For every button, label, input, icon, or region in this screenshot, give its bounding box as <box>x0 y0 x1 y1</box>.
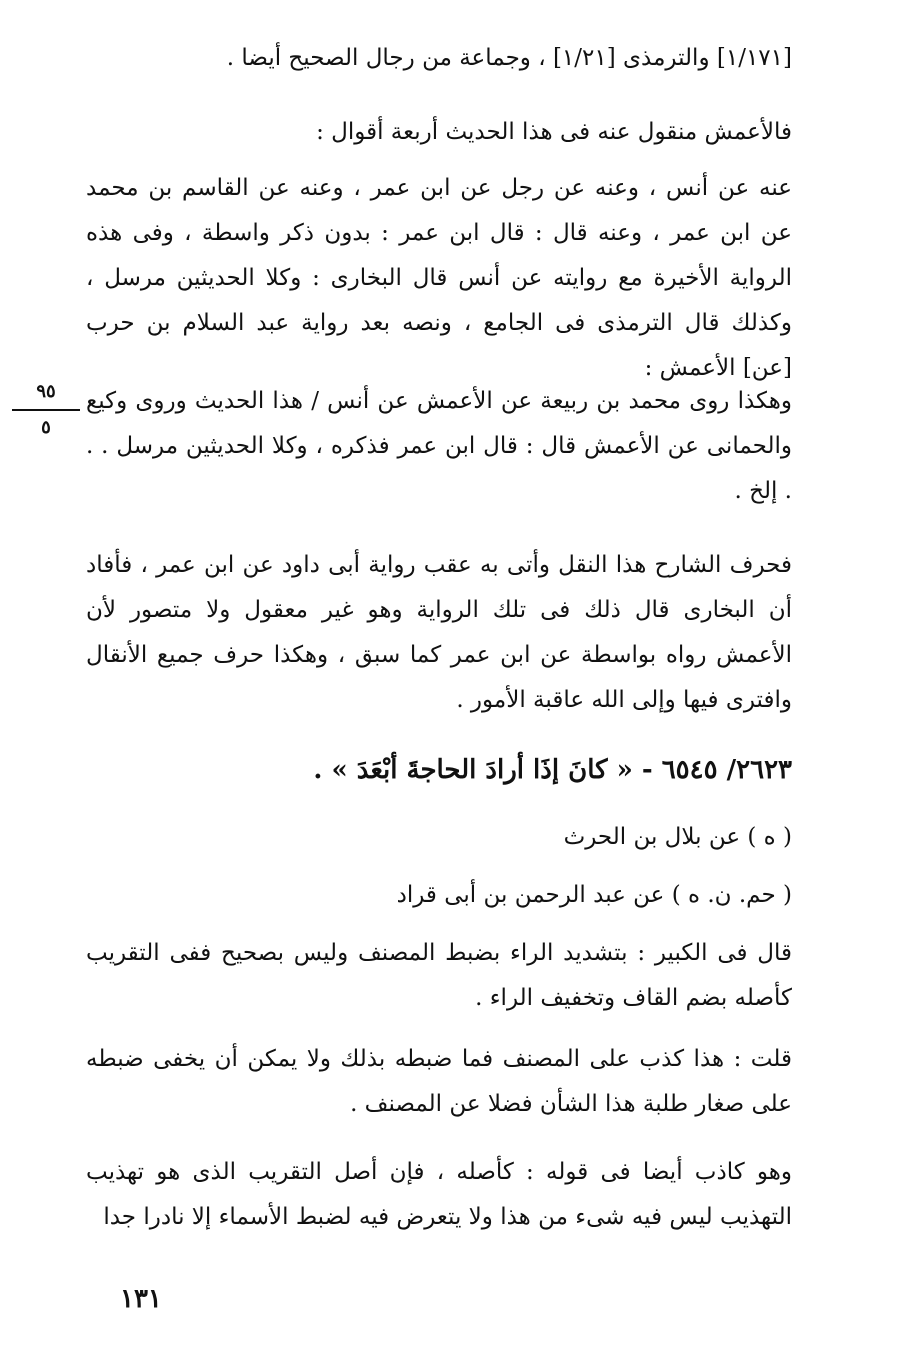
paragraph-tirmidhi-quote: وهكذا روى محمد بن ربيعة عن الأعمش عن أنس / هذا الحديث وروى وكيع والحمانى عن الأعمش قال : قال ابن عمر فذكره ، وكلا الحديثين مرسل . . . إلخ . <box>86 388 792 504</box>
source-line-bilal: ( ه ) عن بلال بن الحرث <box>563 824 792 850</box>
page-number: ١٣١ <box>120 1284 162 1314</box>
paragraph-commentator-critique: فحرف الشارح هذا النقل وأتى به عقب رواية أبى داود عن ابن عمر ، فأفاد أن البخارى قال ذلك فى تلك الرواية وهو غير معقول ولا متصور لأن الأعمش رواه بواسطة عن ابن عمر كما سبق ، وهكذا حرف جميع الأنقال وافترى فيها وإلى الله عاقبة الأمور . <box>86 552 792 713</box>
margin-reference-rule <box>12 409 80 411</box>
paragraph-final: وهو كاذب أيضا فى قوله : كأصله ، فإن أصل التقريب الذى هو تهذيب التهذيب ليس فيه شىء من هذا ولا يتعرض فيه لضبط الأسماء إلا نادرا جدا <box>86 1159 792 1230</box>
paragraph-four-sayings: فالأعمش منقول عنه فى هذا الحديث أربعة أقوال : <box>316 119 792 145</box>
source-line-abdurrahman: ( حم. ن. ه ) عن عبد الرحمن بن أبى قراد <box>396 882 792 908</box>
paragraph-citation: [١/١٧١] والترمذى [١/٢١] ، وجماعة من رجال الصحيح أيضا . <box>226 45 792 71</box>
hadith-heading: ٢٦٢٣/ ٦٥٤٥ - « كانَ إذَا أرادَ الحاجةَ أبْعَدَ » . <box>313 755 792 785</box>
margin-reference-bottom: ٥ <box>41 417 51 438</box>
margin-reference <box>8 381 84 439</box>
paragraph-qultu: قلت : هذا كذب على المصنف فما ضبطه بذلك ولا يمكن أن يخفى ضبطه على صغار طلبة هذا الشأن فضلا عن المصنف . <box>86 1046 792 1117</box>
paragraph-kabir-quote: قال فى الكبير : بتشديد الراء بضبط المصنف وليس بصحيح ففى التقريب كأصله بضم القاف وتخفيف الراء . <box>86 940 792 1011</box>
paragraph-narration-chains: عنه عن أنس ، وعنه عن رجل عن ابن عمر ، وعنه عن القاسم بن محمد عن ابن عمر ، وعنه قال : قال ابن عمر : بدون ذكر واسطة ، وفى هذه الرواية الأخيرة مع روايته عن أنس قال البخارى : وكلا الحديثين مرسل ، وكذلك قال الترمذى فى الجامع ، ونصه بعد رواية عبد السلام بن حرب [عن] الأعمش : <box>86 175 792 381</box>
margin-reference-top: ٩٥ <box>36 381 56 402</box>
